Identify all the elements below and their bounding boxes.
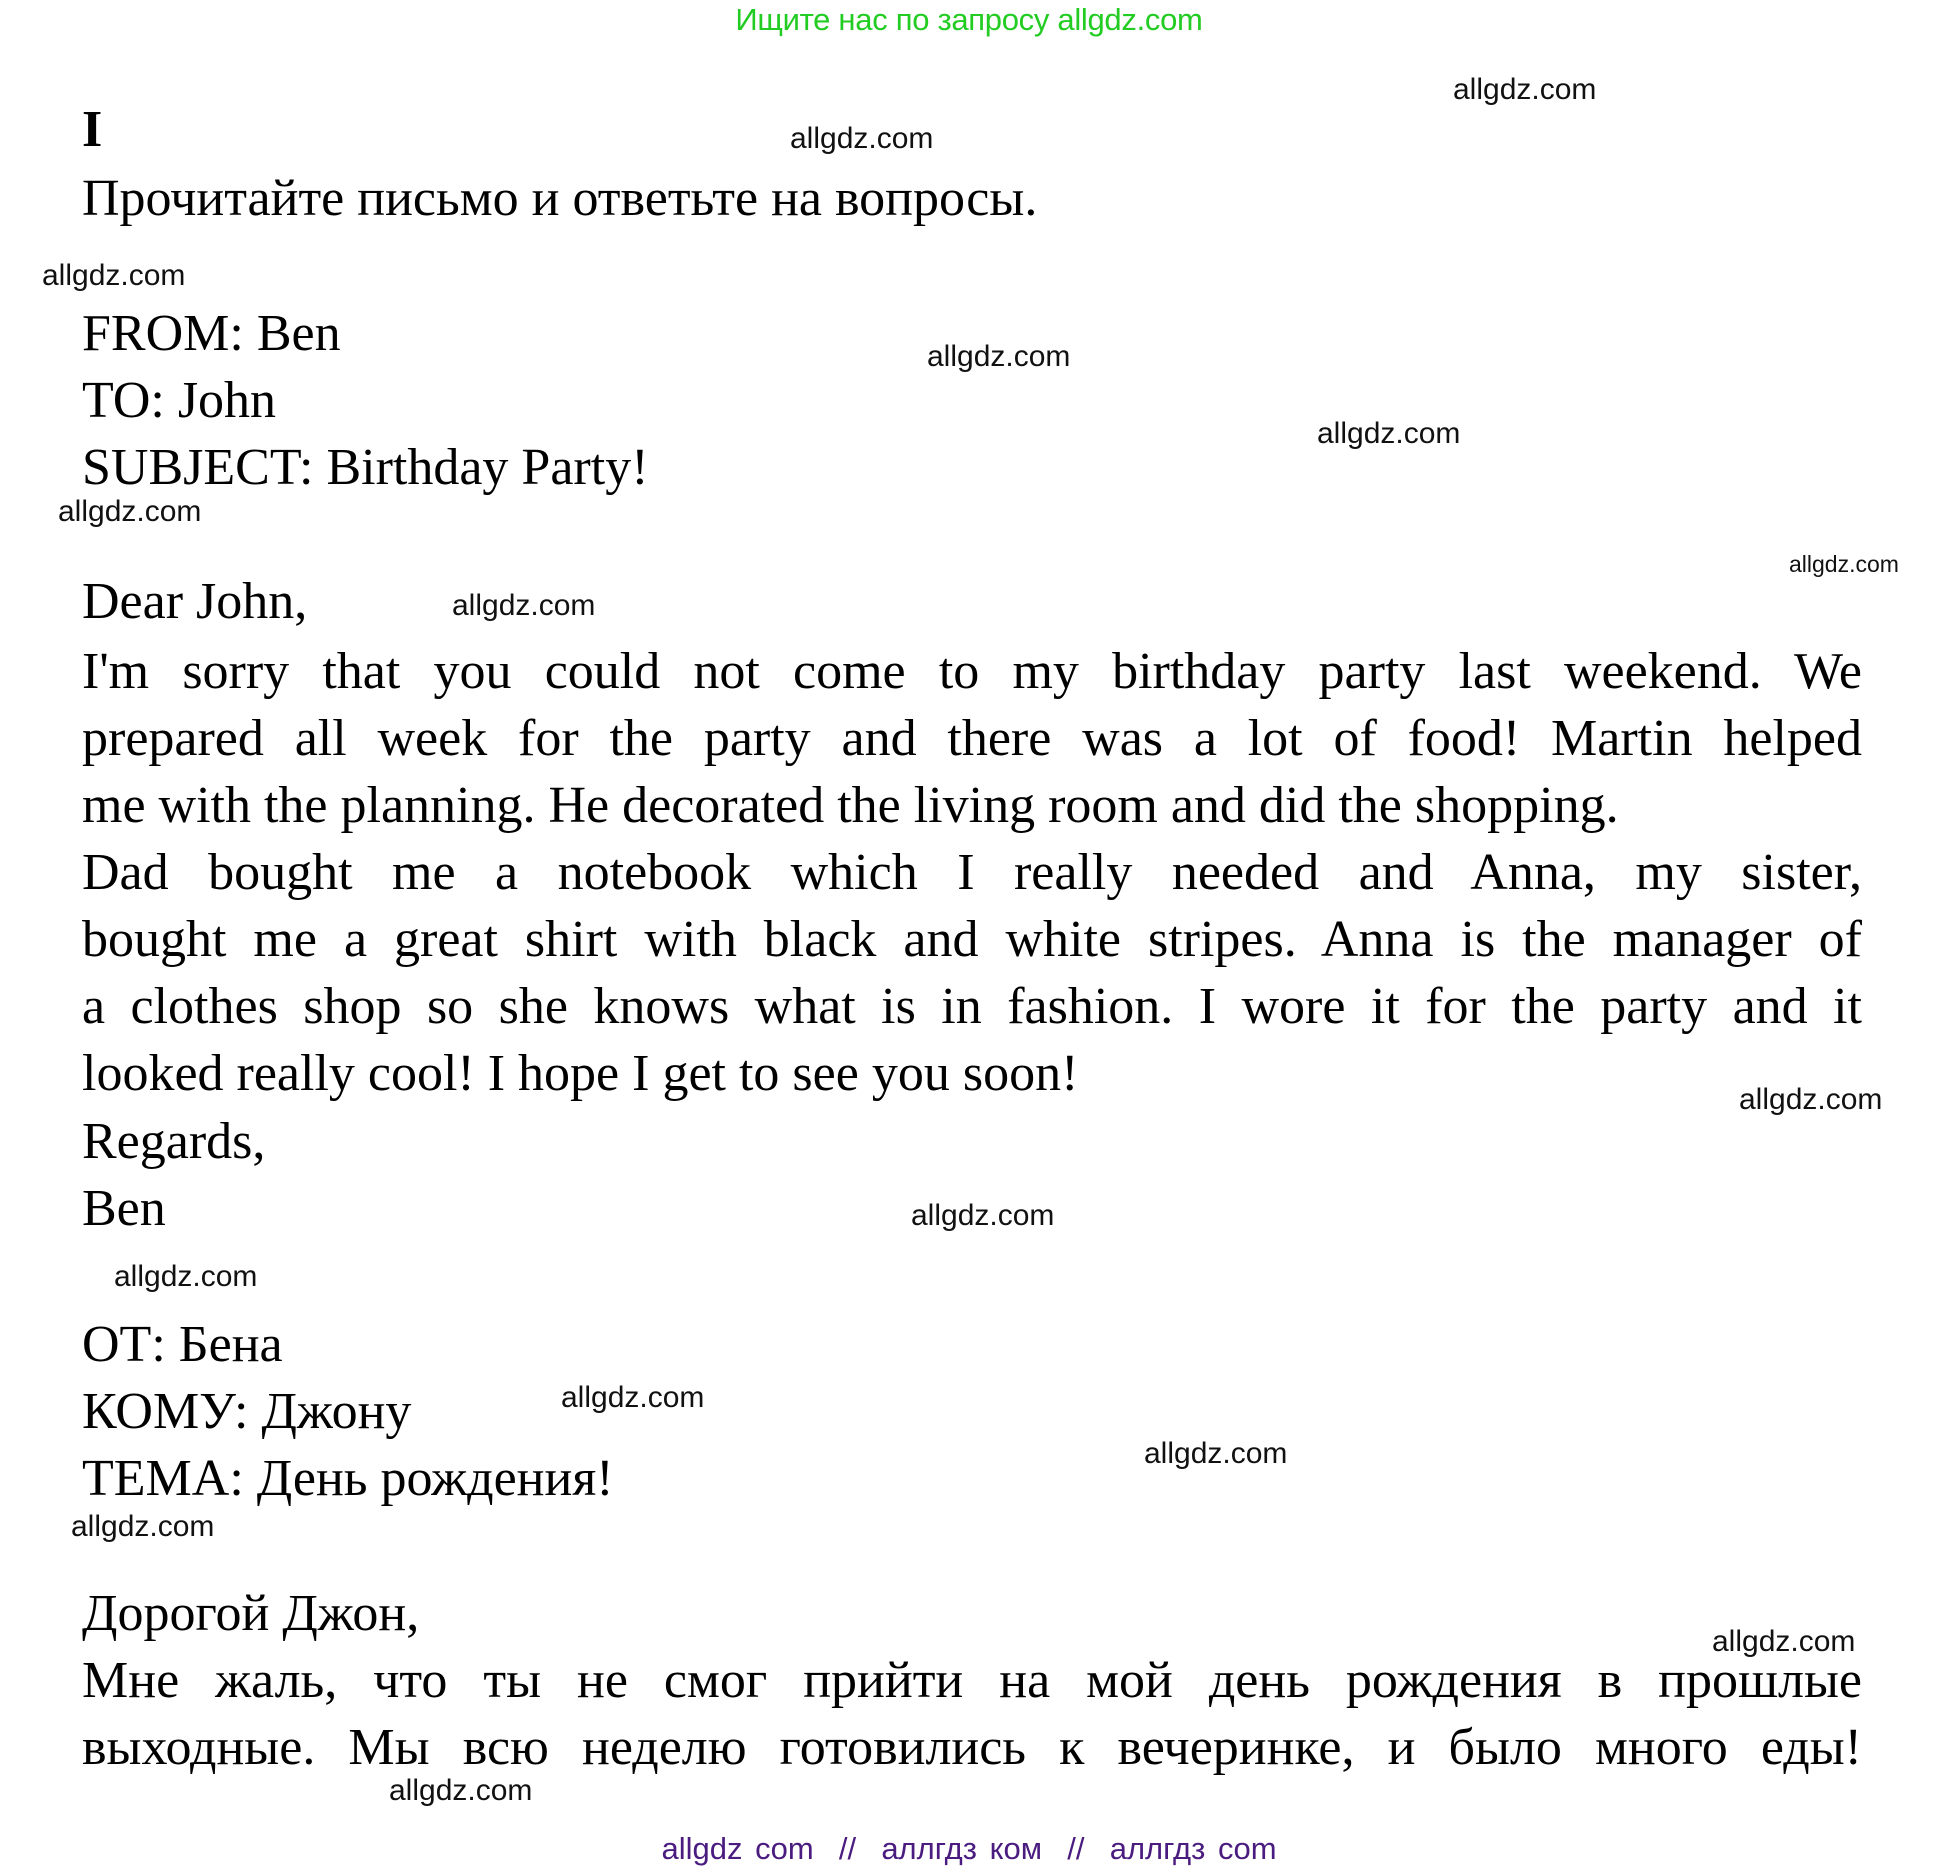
top-banner: Ищите нас по запросу allgdz.com: [735, 2, 1203, 37]
email-closing: Regards,: [82, 1113, 266, 1170]
watermark: allgdz.com: [452, 589, 596, 622]
watermark: allgdz.com: [1453, 73, 1597, 106]
email-body: [82, 638, 1862, 1107]
email-signature: Ben: [82, 1180, 166, 1237]
email-to: TO: John: [82, 372, 277, 429]
watermark: allgdz.com: [911, 1199, 1055, 1232]
email-from: FROM: Ben: [82, 305, 341, 362]
ru-email-subject: ТЕМА: День рождения!: [82, 1450, 614, 1507]
watermark: allgdz.com: [58, 495, 202, 528]
email-greeting: Dear John,: [82, 573, 308, 630]
ru-body-line: Мне жаль, что ты не смог прийти на мой день рождения в прошлые: [82, 1652, 1862, 1709]
ru-email-body: [82, 1647, 1862, 1781]
email-subject: SUBJECT: Birthday Party!: [82, 439, 649, 496]
body-line: I'm sorry that you could not come to my birthday party last weekend. We: [82, 643, 1862, 700]
ru-email-to: КОМУ: Джону: [82, 1383, 412, 1440]
watermark: allgdz.com: [114, 1260, 258, 1293]
watermark: allgdz.com: [1317, 417, 1461, 450]
ru-email-from: ОТ: Бена: [82, 1316, 283, 1373]
ru-email-greeting: Дорогой Джон,: [82, 1585, 420, 1642]
body-line: a clothes shop so she knows what is in fashion. I wore it for the party and it: [82, 978, 1862, 1035]
watermark: allgdz.com: [1789, 551, 1899, 577]
watermark: allgdz.com: [42, 259, 186, 292]
section-number: I: [82, 101, 103, 158]
body-line: Dad bought me a notebook which I really needed and Anna, my sister,: [82, 844, 1862, 901]
watermark: allgdz.com: [1712, 1625, 1856, 1658]
ru-body-line: выходные. Мы всю неделю готовились к вечеринке, и было много еды!: [82, 1719, 1862, 1776]
watermark: allgdz.com: [927, 340, 1071, 373]
body-line: looked really cool! I hope I get to see you soon!: [82, 1045, 1079, 1102]
watermark: allgdz.com: [389, 1774, 533, 1807]
body-line: bought me a great shirt with black and white stripes. Anna is the manager of: [82, 911, 1862, 968]
footer-banner: allgdz com // аллгдз ком // аллгдз com: [661, 1831, 1277, 1866]
watermark: allgdz.com: [71, 1510, 215, 1543]
watermark: allgdz.com: [790, 122, 934, 155]
watermark: allgdz.com: [561, 1381, 705, 1414]
watermark: allgdz.com: [1144, 1437, 1288, 1470]
watermark: allgdz.com: [1739, 1083, 1883, 1116]
instruction-text: Прочитайте письмо и ответьте на вопросы.: [82, 170, 1038, 227]
body-line: prepared all week for the party and there was a lot of food! Martin helped: [82, 710, 1862, 767]
body-line: me with the planning. He decorated the living room and did the shopping.: [82, 777, 1619, 834]
